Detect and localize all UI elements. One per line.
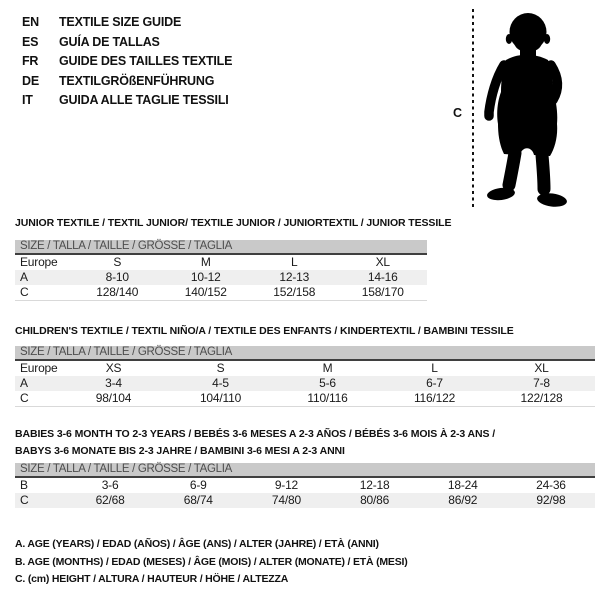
table-cell: 24-36 — [536, 478, 566, 492]
language-label: TEXTILGRÖßENFÜHRUNG — [59, 73, 215, 88]
language-code: EN — [22, 15, 39, 29]
language-row — [22, 72, 232, 92]
table-cell: L — [291, 255, 298, 269]
table-row-europe — [15, 255, 427, 270]
table-cell: 12-18 — [359, 478, 390, 492]
row-label: C — [20, 493, 29, 507]
table-cell: L — [431, 361, 438, 375]
row-label: C — [20, 391, 29, 405]
footnote-age-months: B. AGE (MONTHS) / EDAD (MESES) / ÂGE (MOIS) / ALTER (MONATE) / ETÀ (MESI) — [15, 555, 408, 568]
table-cell: 110/116 — [307, 391, 348, 405]
table-cell: 122/128 — [520, 391, 563, 405]
table-row-age — [15, 270, 427, 285]
row-label: A — [20, 376, 28, 390]
table-cell: 14-16 — [367, 270, 398, 284]
table-cell: 62/68 — [95, 493, 125, 507]
table-cell: 10-12 — [190, 270, 221, 284]
table-cell: 18-24 — [447, 478, 478, 492]
table-cell: 104/110 — [199, 391, 242, 405]
table-cell: M — [322, 361, 333, 375]
language-row — [22, 52, 232, 72]
babies-table-title-line1: BABIES 3-6 MONTH TO 2-3 YEARS / BEBÉS 3-6 MESES A 2-3 AÑOS / BÉBÉS 3-6 MOIS À 2-3 ANS / — [15, 428, 496, 440]
language-code: ES — [22, 34, 39, 49]
table-cell: 98/104 — [95, 391, 132, 405]
table-cell: XL — [534, 361, 549, 375]
table-cell: 86/92 — [448, 493, 478, 507]
table-cell: 12-13 — [279, 270, 310, 284]
table-cell: 152/158 — [273, 285, 316, 299]
table-cell: 74/80 — [271, 493, 301, 507]
row-label: C — [20, 285, 29, 299]
table-cell: 8-10 — [105, 270, 129, 284]
language-label: TEXTILE SIZE GUIDE — [59, 15, 182, 29]
children-table-title: CHILDREN'S TEXTILE / TEXTIL NIÑO/A / TEXTILE DES ENFANTS / KINDERTEXTIL / BAMBINI TESSILE — [15, 325, 514, 337]
baby-silhouette — [482, 8, 574, 208]
table-cell: 4-5 — [212, 376, 229, 390]
table-cell: 3-4 — [105, 376, 122, 390]
row-label: B — [20, 478, 28, 492]
junior-size-table — [15, 240, 427, 301]
table-cell: 92/98 — [536, 493, 566, 507]
table-cell: 7-8 — [533, 376, 550, 390]
table-cell: 6-7 — [426, 376, 443, 390]
size-header-bar: SIZE / TALLA / TAILLE / GRÖSSE / TAGLIA — [15, 463, 595, 478]
language-row — [22, 13, 232, 33]
language-row — [22, 91, 232, 111]
table-row-months — [15, 478, 595, 493]
language-row — [22, 33, 232, 53]
height-measure-label: C — [453, 106, 463, 120]
language-code: IT — [22, 93, 33, 107]
junior-table-title: JUNIOR TEXTILE / TEXTIL JUNIOR/ TEXTILE JUNIOR / JUNIORTEXTIL / JUNIOR TESSILE — [15, 217, 452, 229]
babies-table-title-line2: BABYS 3-6 MONATE BIS 2-3 JAHRE / BAMBINI 3-6 MESI A 2-3 ANNI — [15, 445, 345, 457]
row-label: Europe — [20, 255, 58, 269]
language-code: DE — [22, 73, 39, 88]
table-cell: S — [113, 255, 122, 269]
language-code: FR — [22, 54, 39, 68]
language-label: GUIDA ALLE TAGLIE TESSILI — [59, 93, 229, 107]
table-cell: 158/170 — [361, 285, 404, 299]
size-header-bar: SIZE / TALLA / TAILLE / GRÖSSE / TAGLIA — [15, 346, 595, 361]
table-cell: 128/140 — [96, 285, 139, 299]
table-row-height — [15, 493, 595, 508]
table-cell: 140/152 — [184, 285, 227, 299]
footnote-height: C. (cm) HEIGHT / ALTURA / HAUTEUR / HÖHE / ALTEZZA — [15, 573, 289, 585]
table-cell: 9-12 — [274, 478, 299, 492]
babies-table-title — [15, 426, 495, 460]
size-header-bar: SIZE / TALLA / TAILLE / GRÖSSE / TAGLIA — [15, 240, 427, 255]
table-cell: S — [216, 361, 225, 375]
footnotes — [15, 536, 408, 589]
row-label: Europe — [20, 361, 58, 375]
table-cell: 5-6 — [319, 376, 336, 390]
table-row-height — [15, 391, 595, 406]
children-size-table — [15, 346, 595, 407]
language-label: GUIDE DES TAILLES TEXTILE — [59, 54, 233, 68]
row-label: A — [20, 270, 28, 284]
language-label: GUÍA DE TALLAS — [59, 34, 160, 49]
footnote-age-years: A. AGE (YEARS) / EDAD (AÑOS) / ÂGE (ANS) / ALTER (JAHRE) / ETÀ (ANNI) — [15, 538, 379, 550]
table-cell: XL — [375, 255, 390, 269]
table-cell: 68/74 — [183, 493, 213, 507]
table-cell: 3-6 — [101, 478, 119, 492]
table-cell: 80/86 — [360, 493, 390, 507]
table-row-age — [15, 376, 595, 391]
table-cell: 6-9 — [189, 478, 207, 492]
table-cell: M — [200, 255, 211, 269]
language-list — [22, 13, 232, 111]
table-row-europe — [15, 361, 595, 376]
babies-size-table — [15, 463, 595, 508]
table-row-height — [15, 285, 427, 300]
table-cell: 116/122 — [413, 391, 456, 405]
table-cell: XS — [105, 361, 122, 375]
height-measure-dashed-line — [472, 9, 474, 207]
